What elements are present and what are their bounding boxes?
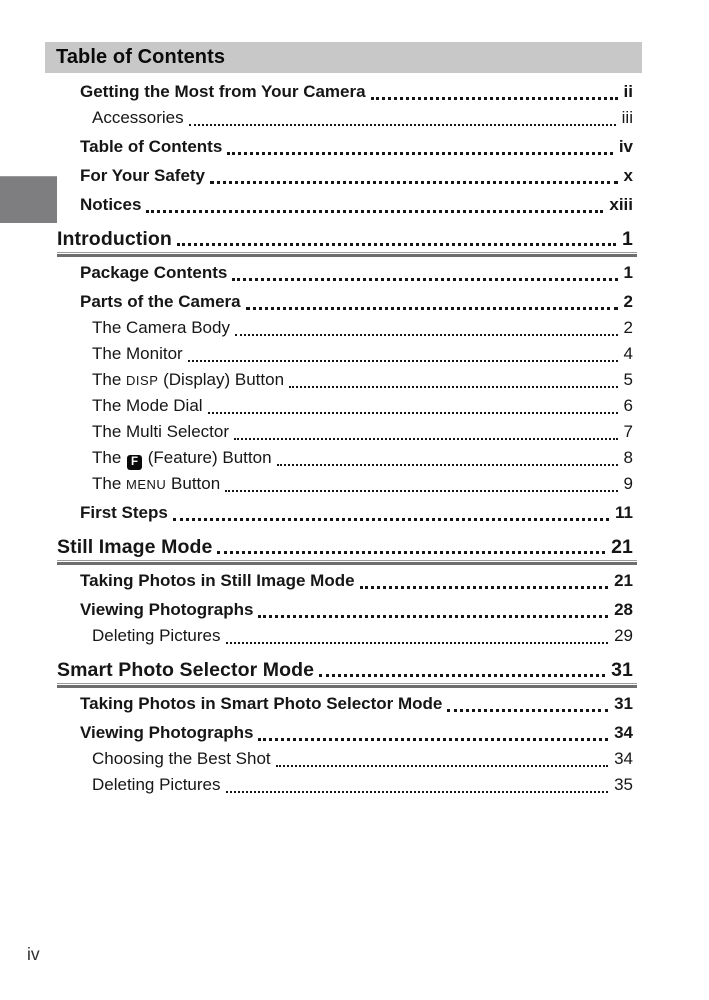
toc-entry-page: 31	[614, 694, 633, 713]
page-title-bar	[45, 42, 642, 73]
toc-entry-page: 1	[622, 228, 633, 250]
toc-entry[interactable]	[57, 419, 637, 445]
label-text: Deleting Pictures	[92, 775, 221, 794]
label-text: The	[92, 448, 127, 467]
toc-entry[interactable]	[57, 315, 637, 341]
toc-entry[interactable]	[57, 471, 637, 497]
label-text: Taking Photos in Still Image Mode	[80, 571, 355, 590]
dot-leader	[184, 105, 619, 131]
label-text: For Your Safety	[80, 166, 206, 185]
toc-entry-page: 9	[623, 474, 633, 493]
toc-entry[interactable]	[57, 500, 637, 526]
label-text: (Display) Button	[158, 370, 285, 389]
dot-leader	[366, 79, 621, 105]
dot-leader	[230, 315, 621, 341]
toc-entry-page: 6	[623, 396, 633, 415]
label-text: Table of Contents	[80, 137, 223, 156]
toc-section-entry[interactable]	[57, 534, 637, 560]
toc-entry-page: iv	[618, 137, 633, 156]
toc-entry-page: 7	[623, 422, 633, 441]
dot-leader	[203, 393, 621, 419]
dot-leader	[272, 445, 621, 471]
toc-entry[interactable]	[57, 720, 637, 746]
dot-leader	[168, 500, 612, 526]
toc-entry[interactable]	[57, 79, 637, 105]
dot-leader	[221, 772, 612, 798]
toc-entry-label	[80, 500, 168, 526]
toc-entry-label	[80, 597, 253, 623]
toc-entry[interactable]	[57, 289, 637, 315]
dot-leader	[442, 691, 611, 717]
toc-entry[interactable]	[57, 163, 637, 189]
toc-entry-page: xiii	[609, 195, 633, 214]
toc-entry-page: 11	[615, 503, 633, 522]
section-rule	[57, 252, 637, 257]
toc-entry-page: x	[623, 166, 633, 185]
dot-leader	[220, 471, 620, 497]
toc-entry[interactable]	[57, 192, 637, 218]
dot-leader	[212, 534, 608, 560]
toc-entry-label	[92, 393, 203, 419]
dot-leader	[183, 341, 621, 367]
toc-entry-page: 29	[614, 626, 633, 645]
dot-leader	[205, 163, 621, 189]
label-text: Taking Photos in Smart Photo Selector Mode	[80, 694, 443, 713]
dot-leader	[172, 226, 619, 252]
toc-entry[interactable]	[57, 134, 637, 160]
toc-entry-label	[92, 746, 271, 772]
label-text: Deleting Pictures	[92, 626, 221, 645]
label-text: Smart Photo Selector Mode	[57, 659, 315, 681]
table-of-contents	[57, 76, 637, 798]
toc-entry[interactable]	[57, 105, 637, 131]
toc-entry-page: 34	[614, 723, 633, 742]
toc-entry-label	[92, 471, 220, 497]
label-text: Still Image Mode	[57, 536, 213, 558]
toc-entry-label	[92, 445, 272, 471]
toc-entry-label	[92, 772, 221, 798]
dot-leader	[284, 367, 620, 393]
label-text: Notices	[80, 195, 142, 214]
chapter-tab-marker	[0, 176, 57, 223]
label-text: The Multi Selector	[92, 422, 229, 441]
feature-button-icon: F	[127, 455, 142, 470]
toc-entry-label	[92, 367, 284, 393]
toc-entry[interactable]	[57, 260, 637, 286]
label-text: Package Contents	[80, 263, 228, 282]
toc-entry-page: 21	[611, 536, 633, 558]
toc-entry-page: 5	[623, 370, 633, 389]
dot-leader	[253, 720, 611, 746]
toc-entry[interactable]	[57, 367, 637, 393]
toc-entry-page: 31	[611, 659, 633, 681]
toc-entry-page: 4	[623, 344, 633, 363]
toc-entry-label	[80, 691, 442, 717]
dot-leader	[222, 134, 616, 160]
label-text: Parts of the Camera	[80, 292, 241, 311]
toc-entry-label	[80, 134, 222, 160]
toc-entry[interactable]	[57, 393, 637, 419]
label-text: (Feature) Button	[143, 448, 272, 467]
toc-entry-label	[80, 720, 253, 746]
toc-entry-page: 35	[614, 775, 633, 794]
toc-section-entry[interactable]	[57, 226, 637, 252]
dot-leader	[227, 260, 620, 286]
toc-section-entry[interactable]	[57, 657, 637, 683]
label-text: Viewing Photographs	[80, 723, 254, 742]
toc-entry[interactable]	[57, 746, 637, 772]
dot-leader	[253, 597, 611, 623]
toc-entry[interactable]	[57, 691, 637, 717]
toc-entry-page: 34	[614, 749, 633, 768]
toc-entry-page: 1	[623, 263, 633, 282]
toc-entry-label	[57, 226, 172, 252]
dot-leader	[314, 657, 608, 683]
toc-entry-label	[92, 315, 230, 341]
toc-entry-label	[80, 260, 227, 286]
toc-entry-label	[80, 163, 205, 189]
label-text: Introduction	[57, 228, 172, 250]
dot-leader	[229, 419, 621, 445]
toc-entry[interactable]	[57, 772, 637, 798]
toc-entry-label	[80, 79, 366, 105]
label-text: The	[92, 474, 127, 493]
toc-entry-label	[92, 623, 221, 649]
page-title: Table of Contents	[56, 46, 226, 68]
label-text: Button	[166, 474, 221, 493]
section-rule	[57, 683, 637, 688]
camera-button-text: DISP	[126, 373, 159, 388]
toc-entry-page: 2	[623, 292, 633, 311]
toc-entry-page: 28	[614, 600, 633, 619]
toc-entry-page: 2	[623, 318, 633, 337]
toc-entry[interactable]	[57, 597, 637, 623]
toc-entry-label	[80, 568, 355, 594]
toc-entry[interactable]	[57, 568, 637, 594]
dot-leader	[221, 623, 612, 649]
label-text: Getting the Most from Your Camera	[80, 82, 366, 101]
footer-page-number: iv	[27, 944, 40, 964]
dot-leader	[141, 192, 606, 218]
label-text: Viewing Photographs	[80, 600, 254, 619]
toc-entry-label	[92, 105, 184, 131]
label-text: Accessories	[92, 108, 184, 127]
toc-entry[interactable]	[57, 623, 637, 649]
label-text: Choosing the Best Shot	[92, 749, 271, 768]
label-text: The Camera Body	[92, 318, 230, 337]
label-text: The Mode Dial	[92, 396, 203, 415]
toc-entry-label	[57, 534, 212, 560]
dot-leader	[271, 746, 611, 772]
label-text: First Steps	[80, 503, 168, 522]
toc-entry[interactable]	[57, 445, 637, 471]
label-text: The Monitor	[92, 344, 183, 363]
dot-leader	[355, 568, 612, 594]
toc-entry-label	[57, 657, 314, 683]
toc-entry-label	[92, 419, 229, 445]
section-rule	[57, 560, 637, 565]
toc-entry-page: ii	[623, 82, 633, 101]
camera-button-text: MENU	[126, 477, 167, 492]
toc-entry-page: 8	[623, 448, 633, 467]
toc-entry-label	[80, 289, 241, 315]
toc-entry-label	[92, 341, 183, 367]
toc-entry-label	[80, 192, 141, 218]
toc-entry-page: 21	[614, 571, 633, 590]
dot-leader	[241, 289, 621, 315]
toc-entry[interactable]	[57, 341, 637, 367]
label-text: The	[92, 370, 127, 389]
toc-entry-page: iii	[621, 108, 633, 127]
